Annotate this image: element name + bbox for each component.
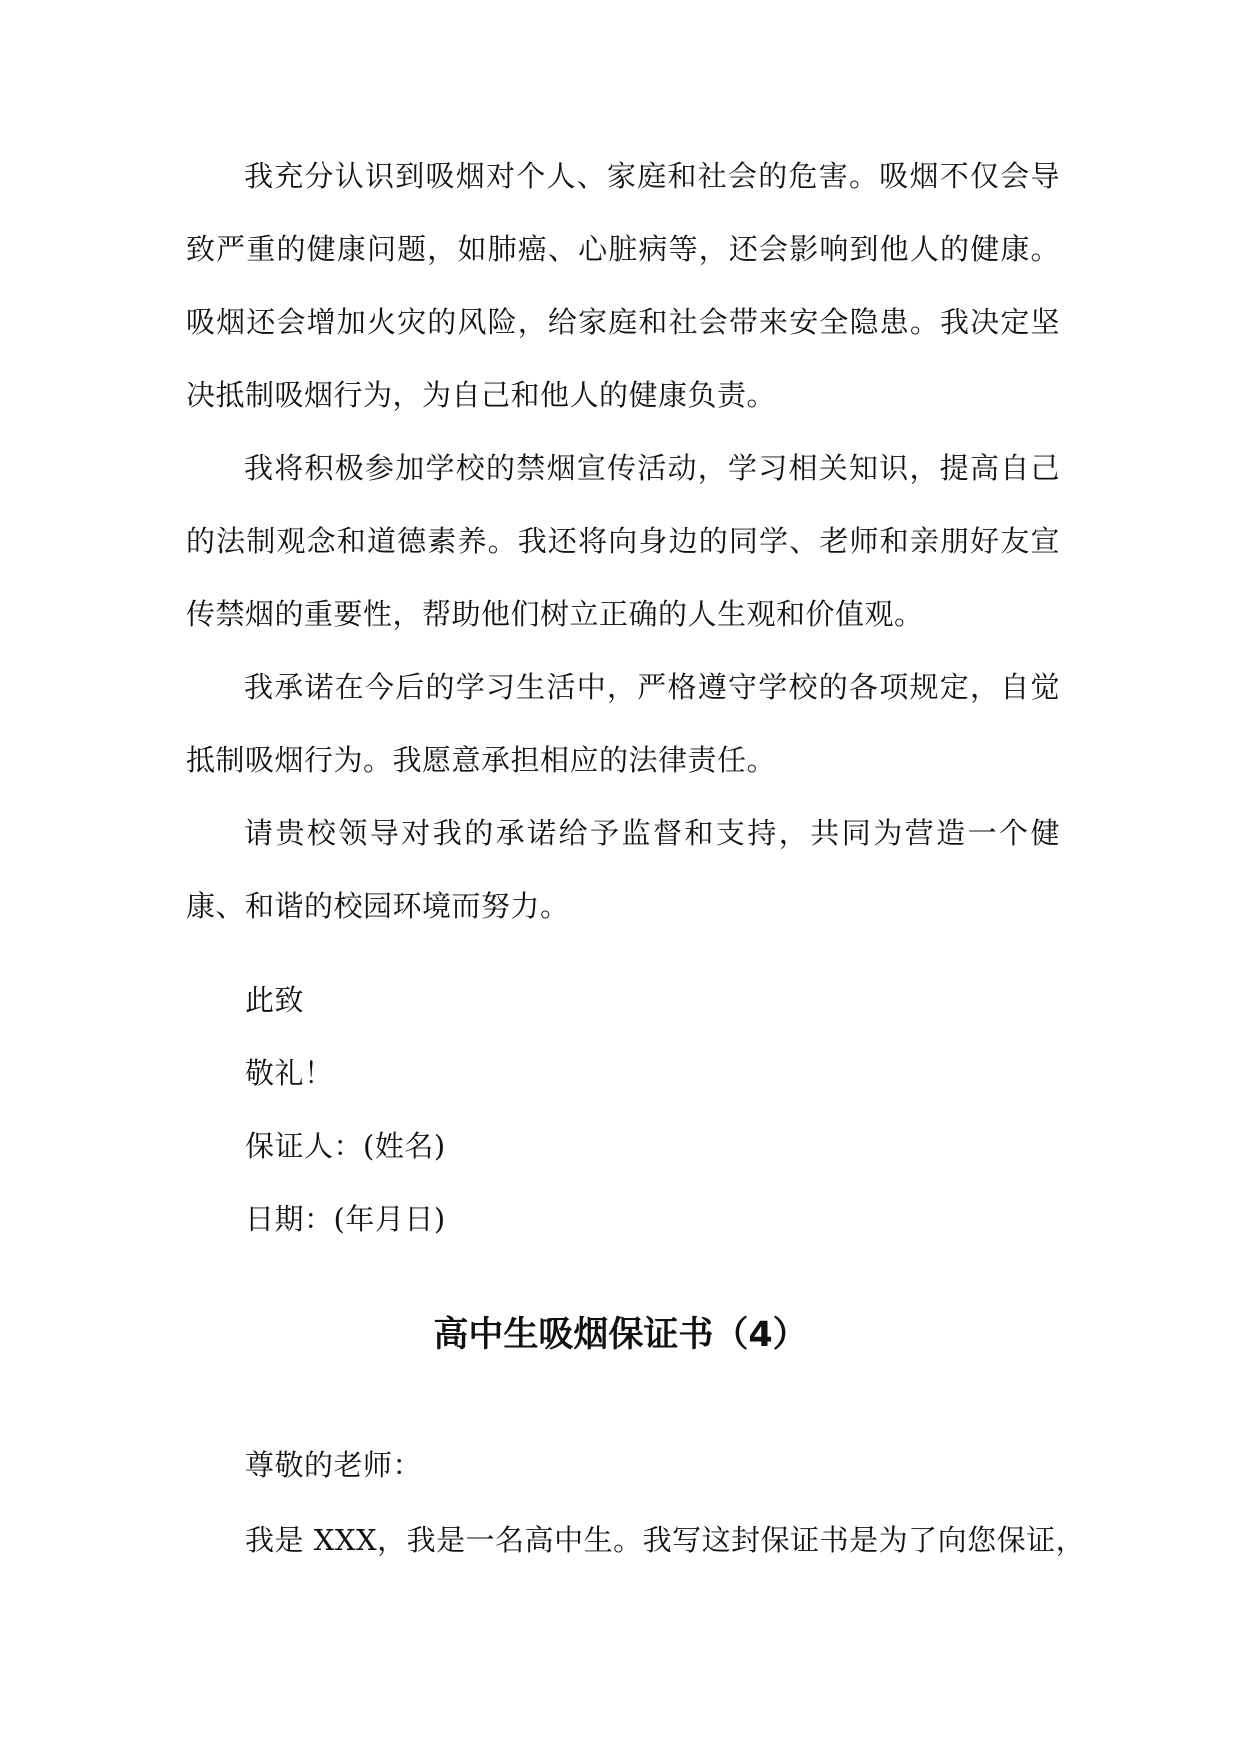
date-line: 日期：(年月日): [245, 1202, 446, 1236]
section-title: 高中生吸烟保证书（4）: [433, 1315, 808, 1355]
greeting-line: 尊敬的老师：: [245, 1448, 423, 1482]
paragraph-request-support: 请贵校领导对我的承诺给予监督和支持，共同为营造一个健康、和谐的校园环境而努力。: [186, 816, 1060, 923]
paragraph-promise: 我承诺在今后的学习生活中，严格遵守学校的各项规定，自觉抵制吸烟行为。我愿意承担相应的法律责任。: [186, 670, 1060, 777]
paragraph-smoking-harm: 我充分认识到吸烟对个人、家庭和社会的危害。吸烟不仅会导致严重的健康问题，如肺癌、心脏病等，还会影响到他人的健康。吸烟还会增加火灾的风险，给家庭和社会带来安全隐患。我决定坚决抵制吸烟行为，为自己和他人的健康负责。: [186, 159, 1060, 412]
closing-salutation-1: 此致: [245, 983, 305, 1017]
intro-line: 我是 XXX，我是一名高中生。我写这封保证书是为了向您保证，: [245, 1523, 1086, 1557]
closing-salutation-2: 敬礼！: [245, 1056, 334, 1090]
paragraph-propaganda: 我将积极参加学校的禁烟宣传活动，学习相关知识，提高自己的法制观念和道德素养。我还将向身边的同学、老师和亲朋好友宣传禁烟的重要性，帮助他们树立正确的人生观和价值观。: [186, 451, 1060, 631]
guarantor-line: 保证人：(姓名): [245, 1129, 446, 1163]
